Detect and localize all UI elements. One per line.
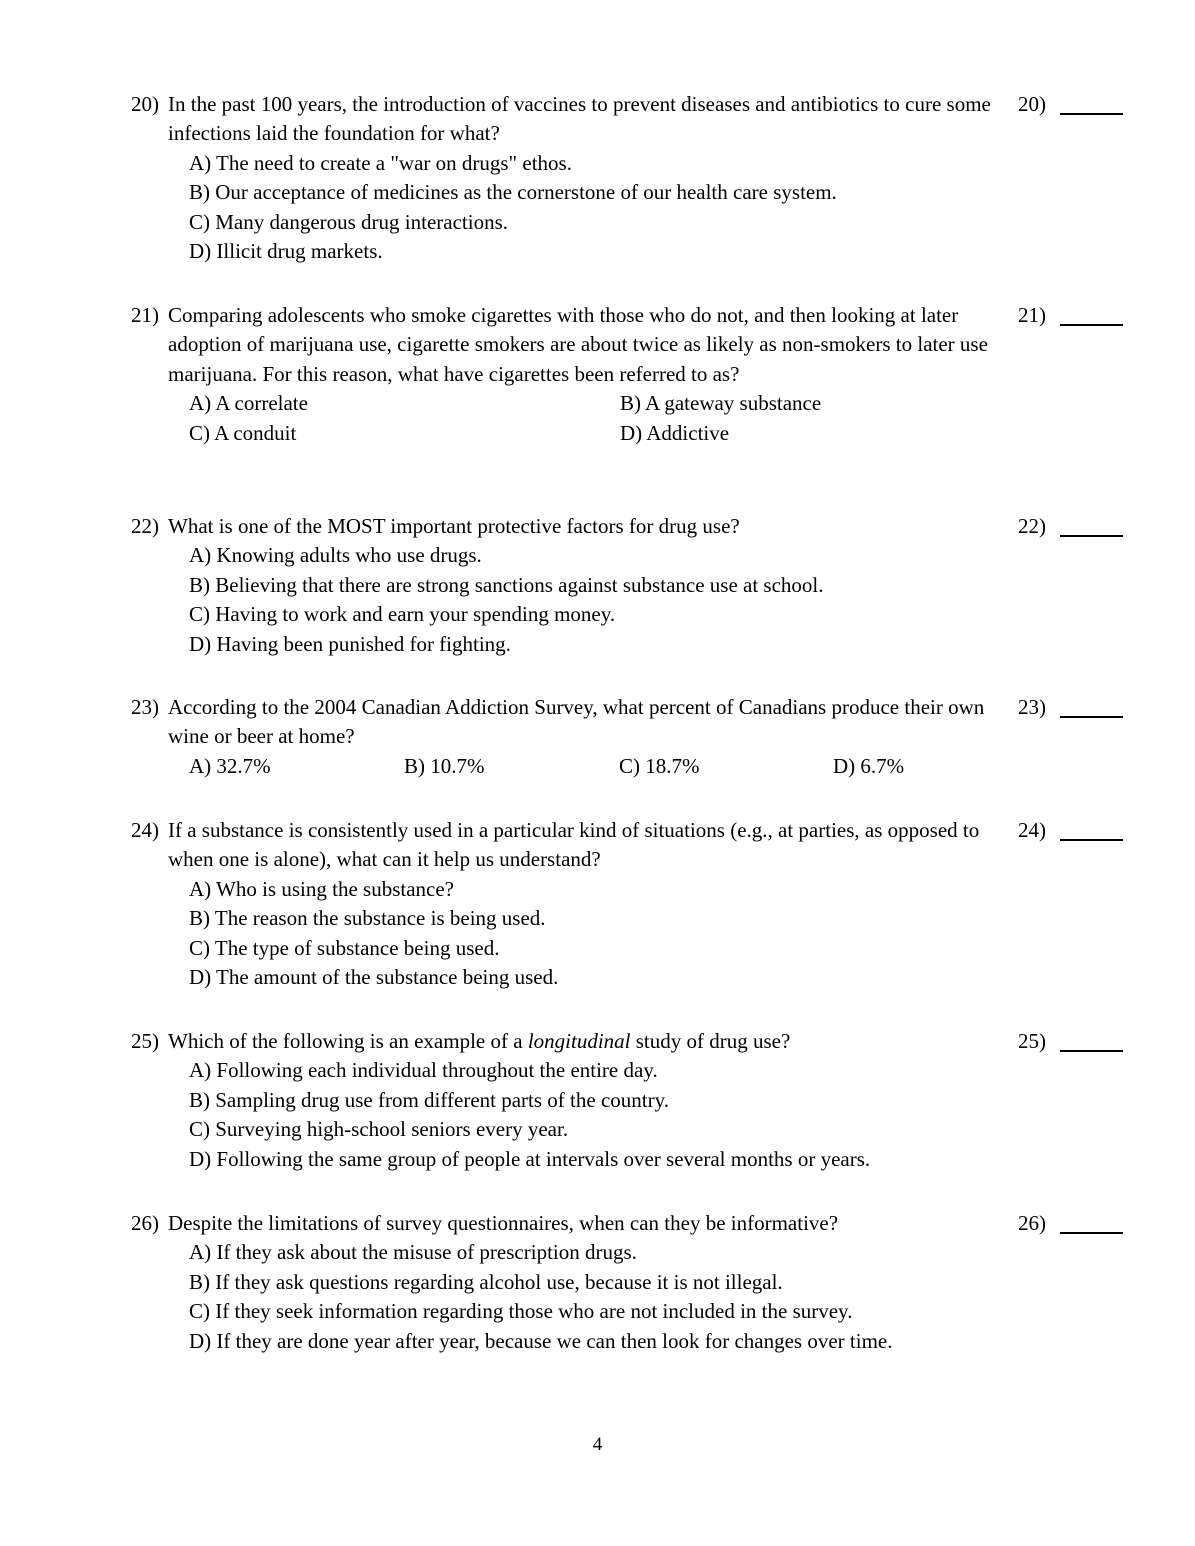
question-text-after: study of drug use?: [630, 1029, 791, 1053]
options-list: [189, 1238, 1131, 1356]
question-number: 21): [131, 303, 159, 327]
answer-slot: [1018, 1027, 1128, 1056]
answer-blank[interactable]: [1060, 324, 1123, 326]
question-23: [131, 693, 1131, 781]
question-22: [131, 512, 1131, 659]
answer-label: 23): [1018, 695, 1046, 719]
question-number: 23): [131, 695, 159, 719]
question-text: What is one of the MOST important protective factors for drug use?: [168, 514, 740, 538]
question-number: 26): [131, 1211, 159, 1235]
answer-blank[interactable]: [1060, 716, 1123, 718]
answer-label: 26): [1018, 1211, 1046, 1235]
answer-blank[interactable]: [1060, 535, 1123, 537]
option-b[interactable]: B) The reason the substance is being used.: [189, 906, 546, 931]
question-20: [131, 90, 1131, 266]
question-stem: [131, 512, 998, 541]
option-b[interactable]: B) 10.7%: [404, 753, 485, 778]
question-text-italic: longitudinal: [527, 1029, 631, 1053]
answer-slot: [1018, 693, 1128, 722]
option-d[interactable]: D) Following the same group of people at intervals over several months or years.: [189, 1146, 871, 1171]
question-text: If a substance is consistently used in a particular kind of situations (e.g., at parties, as opposed to when one is alone), what can it help us understand?: [168, 818, 980, 872]
question-text: Despite the limitations of survey questionnaires, when can they be informative?: [168, 1211, 839, 1235]
option-c[interactable]: C) Surveying high-school seniors every year.: [189, 1117, 569, 1142]
answer-blank[interactable]: [1060, 839, 1123, 841]
option-d[interactable]: D) The amount of the substance being used.: [189, 965, 559, 990]
options-list: [189, 875, 1131, 993]
option-d[interactable]: D) 6.7%: [833, 753, 905, 778]
answer-label: 20): [1018, 92, 1046, 116]
question-stem: [131, 1209, 998, 1238]
question-number: 20): [131, 92, 159, 116]
question-text-before: Which of the following is an example of a: [168, 1029, 528, 1053]
answer-blank[interactable]: [1060, 113, 1123, 115]
answer-label: 21): [1018, 303, 1046, 327]
question-21: [131, 301, 1131, 448]
option-c[interactable]: C) 18.7%: [619, 753, 700, 778]
answer-label: 24): [1018, 818, 1046, 842]
option-a[interactable]: A) The need to create a "war on drugs" ethos.: [189, 150, 572, 175]
option-b[interactable]: B) Believing that there are strong sanctions against substance use at school.: [189, 572, 824, 597]
question-stem: [131, 1027, 998, 1056]
question-text: According to the 2004 Canadian Addiction Survey, what percent of Canadians produce their own wine or beer at home?: [168, 695, 985, 749]
option-a[interactable]: A) Following each individual throughout the entire day.: [189, 1058, 658, 1083]
options-list: [189, 752, 1131, 781]
question-number: 25): [131, 1029, 159, 1053]
option-a[interactable]: A) A correlate: [189, 391, 308, 416]
question-text: Comparing adolescents who smoke cigarettes with those who do not, and then looking at later adoption of marijuana use, cigarette smokers are about twice as likely as non-smokers to later use marijuana. For this reason, what have cigarettes been referred to as?: [168, 303, 988, 386]
option-b[interactable]: B) A gateway substance: [620, 391, 822, 416]
question-stem: [131, 90, 998, 149]
options-list: [189, 541, 1131, 659]
question-24: [131, 816, 1131, 992]
answer-slot: [1018, 90, 1128, 119]
option-c[interactable]: C) If they seek information regarding those who are not included in the survey.: [189, 1299, 853, 1324]
option-c[interactable]: C) Many dangerous drug interactions.: [189, 209, 509, 234]
option-c[interactable]: C) The type of substance being used.: [189, 935, 500, 960]
answer-slot: [1018, 816, 1128, 845]
answer-label: 22): [1018, 514, 1046, 538]
option-d[interactable]: D) Illicit drug markets.: [189, 239, 383, 264]
question-25: [131, 1027, 1131, 1174]
question-26: [131, 1209, 1131, 1356]
question-stem: [131, 301, 998, 389]
option-b[interactable]: B) Sampling drug use from different parts of the country.: [189, 1087, 669, 1112]
option-d[interactable]: D) Having been punished for fighting.: [189, 631, 511, 656]
options-list: [189, 149, 1131, 267]
option-a[interactable]: A) Who is using the substance?: [189, 876, 454, 901]
question-stem: [131, 693, 998, 752]
option-d[interactable]: D) Addictive: [620, 420, 730, 445]
option-a[interactable]: A) 32.7%: [189, 753, 271, 778]
option-a[interactable]: A) Knowing adults who use drugs.: [189, 543, 482, 568]
option-b[interactable]: B) If they ask questions regarding alcohol use, because it is not illegal.: [189, 1269, 783, 1294]
option-b[interactable]: B) Our acceptance of medicines as the cornerstone of our health care system.: [189, 180, 837, 205]
answer-slot: [1018, 301, 1128, 330]
options-list: [189, 389, 1131, 448]
page-number: 4: [592, 1434, 603, 1455]
question-number: 24): [131, 818, 159, 842]
option-a[interactable]: A) If they ask about the misuse of prescription drugs.: [189, 1240, 637, 1265]
answer-slot: [1018, 1209, 1128, 1238]
option-c[interactable]: C) A conduit: [189, 420, 297, 445]
question-text: In the past 100 years, the introduction of vaccines to prevent diseases and antibiotics to cure some infections laid the foundation for what?: [168, 92, 991, 146]
question-stem: [131, 816, 998, 875]
answer-blank[interactable]: [1060, 1232, 1123, 1234]
option-c[interactable]: C) Having to work and earn your spending money.: [189, 602, 616, 627]
answer-slot: [1018, 512, 1128, 541]
option-d[interactable]: D) If they are done year after year, because we can then look for changes over time.: [189, 1328, 893, 1353]
answer-label: 25): [1018, 1029, 1046, 1053]
question-number: 22): [131, 514, 159, 538]
answer-blank[interactable]: [1060, 1050, 1123, 1052]
options-list: [189, 1056, 1131, 1174]
